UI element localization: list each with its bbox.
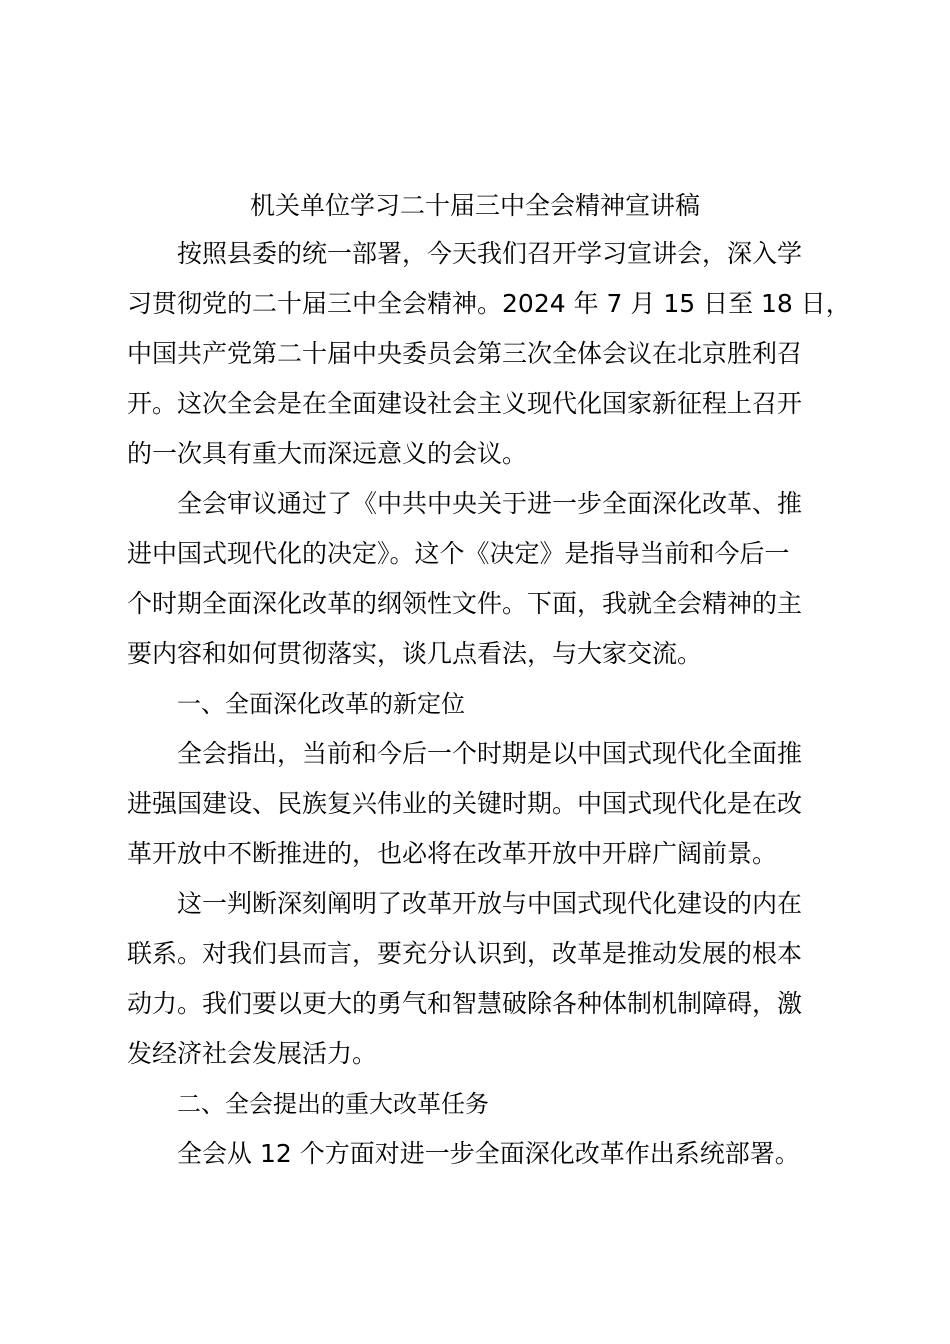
paragraph-4-line-3: 动力。我们要以更大的勇气和智慧破除各种体制机制障碍，激 xyxy=(127,989,803,1018)
paragraph-3-line-1: 全会指出，当前和今后一个时期是以中国式现代化全面推 xyxy=(177,739,803,768)
paragraph-1-line-1: 按照县委的统一部署，今天我们召开学习宣讲会，深入学 xyxy=(177,239,803,268)
section-heading-1: 一、全面深化改革的新定位 xyxy=(177,690,465,718)
paragraph-1-line-3: 中国共产党第二十届中央委员会第三次全体会议在北京胜利召 xyxy=(127,339,803,368)
document-title: 机关单位学习二十届三中全会精神宣讲稿 xyxy=(249,191,700,220)
paragraph-3-line-3: 革开放中不断推进的，也必将在改革开放中开辟广阔前景。 xyxy=(127,839,778,868)
paragraph-2-line-1: 全会审议通过了《中共中央关于进一步全面深化改革、推 xyxy=(177,489,803,518)
paragraph-4-line-1: 这一判断深刻阐明了改革开放与中国式现代化建设的内在 xyxy=(177,889,803,918)
paragraph-4-line-4: 发经济社会发展活力。 xyxy=(127,1039,378,1068)
section-heading-2: 二、全会提出的重大改革任务 xyxy=(177,1090,489,1118)
paragraph-1-line-4: 开。这次全会是在全面建设社会主义现代化国家新征程上召开 xyxy=(127,389,803,418)
paragraph-2-line-2: 进中国式现代化的决定》。这个《决定》是指导当前和今后一 xyxy=(127,539,790,568)
paragraph-3-line-2: 进强国建设、民族复兴伟业的关键时期。中国式现代化是在改 xyxy=(127,789,803,818)
paragraph-1-line-2: 习贯彻党的二十届三中全会精神。2024 年 7 月 15 日至 18 日， xyxy=(127,289,851,318)
paragraph-2-line-4: 要内容和如何贯彻落实，谈几点看法，与大家交流。 xyxy=(127,639,703,668)
paragraph-4-line-2: 联系。对我们县而言，要充分认识到，改革是推动发展的根本 xyxy=(127,939,803,968)
paragraph-2-line-3: 个时期全面深化改革的纲领性文件。下面，我就全会精神的主 xyxy=(127,589,803,618)
paragraph-5-line-1: 全会从 12 个方面对进一步全面深化改革作出系统部署。 xyxy=(177,1139,800,1168)
paragraph-1-line-5: 的一次具有重大而深远意义的会议。 xyxy=(127,439,528,468)
